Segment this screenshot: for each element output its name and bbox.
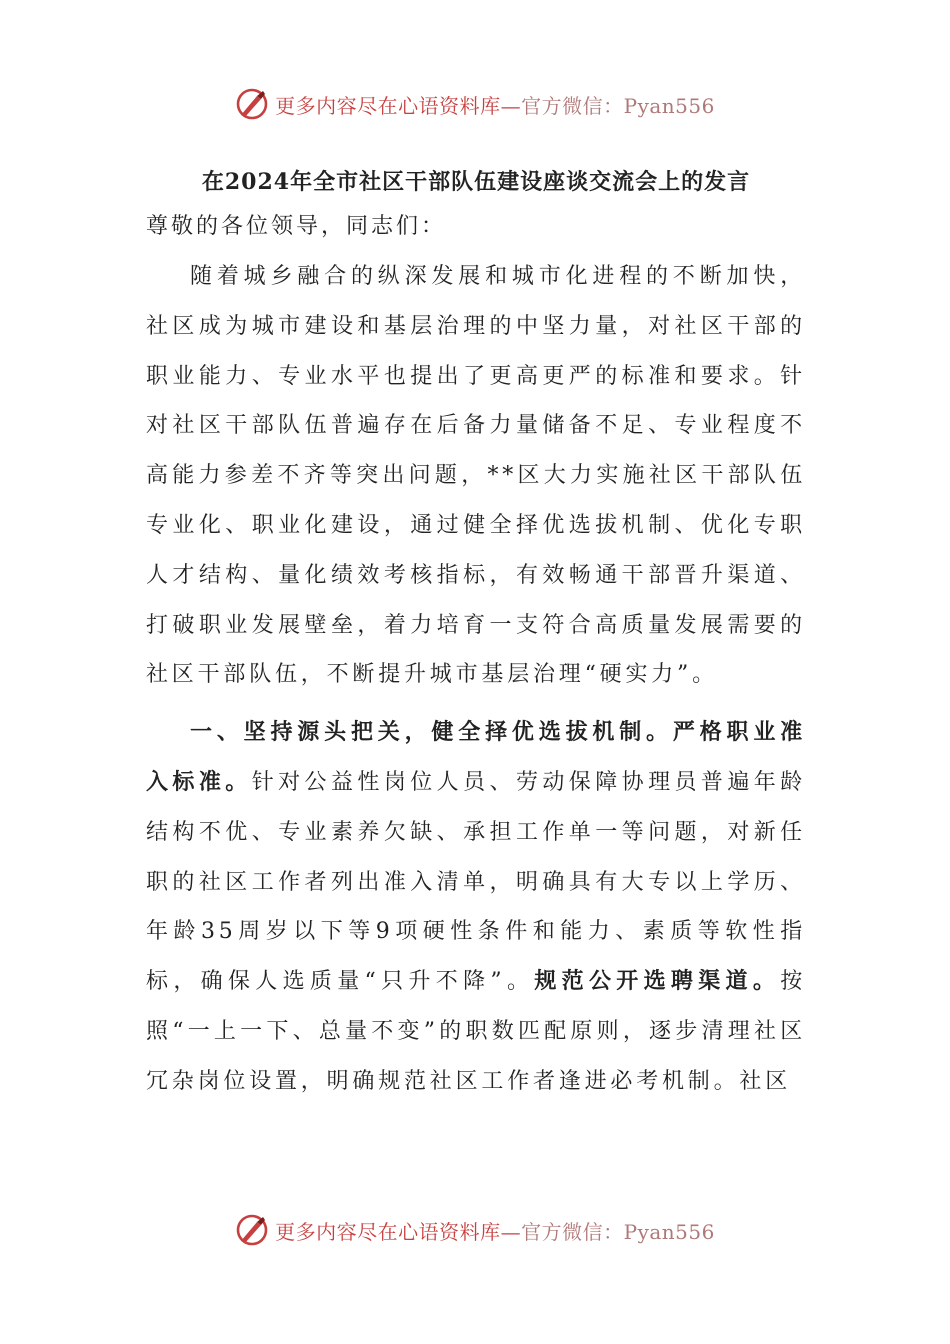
watermark-title: 更多内容尽在心语资料库—	[275, 1219, 522, 1244]
watermark-title: 更多内容尽在心语资料库—	[275, 93, 522, 118]
section-1-heading: 一、坚持源头把关，健全择优选拔机制。	[190, 719, 673, 746]
sub-1-text: 针对公益性岗位人员、劳动保障协理员普遍年龄结构不优、专业素养欠缺、承担工作单一等问题，对新任职的社区工作者列出准入清单，明确具有大专以上学历、年龄35周岁以下等9项硬性条件和能力、素质等软性指标，确保人选质量“只升不降”。	[146, 769, 806, 995]
watermark-wechat: 官方微信：Pyan556	[521, 93, 715, 118]
pen-circle-icon	[235, 87, 269, 121]
pen-circle-icon	[235, 1213, 269, 1247]
salutation: 尊敬的各位领导，同志们：	[146, 214, 447, 239]
watermark-text	[275, 1216, 715, 1245]
intro-paragraph: 随着城乡融合的纵深发展和城市化进程的不断加快，社区成为城市建设和基层治理的中坚力量，对社区干部的职业能力、专业水平也提出了更高更严的标准和要求。针对社区干部队伍普遍存在后备力量储备不足、专业程度不高能力参差不齐等突出问题，**区大力实施社区干部队伍专业化、职业化建设，通过健全择优选拔机制、优化专职人才结构、量化绩效考核指标，有效畅通干部晋升渠道、打破职业发展壁垒，着力培育一支符合高质量发展需要的社区干部队伍，不断提升城市基层治理“硬实力”。	[146, 264, 806, 688]
document-body	[146, 166, 806, 1107]
sub-2-heading: 规范公开选聘渠道。	[534, 968, 781, 995]
section-1-paragraph	[146, 708, 806, 1106]
sub-1-heading: 严格职业准入标准。	[146, 719, 806, 795]
watermark-wechat: 官方微信：Pyan556	[521, 1219, 715, 1244]
sub-2-text: 按照“一上一下、总量不变”的职数匹配原则，逐步清理社区冗杂岗位设置，明确规范社区工作者逢进必考机制。社区	[146, 969, 807, 1094]
watermark-banner-top	[0, 84, 950, 124]
watermark-text	[275, 90, 715, 119]
document-title: 在2024年全市社区干部队伍建设座谈交流会上的发言	[201, 169, 751, 195]
watermark-banner-bottom	[0, 1210, 950, 1250]
